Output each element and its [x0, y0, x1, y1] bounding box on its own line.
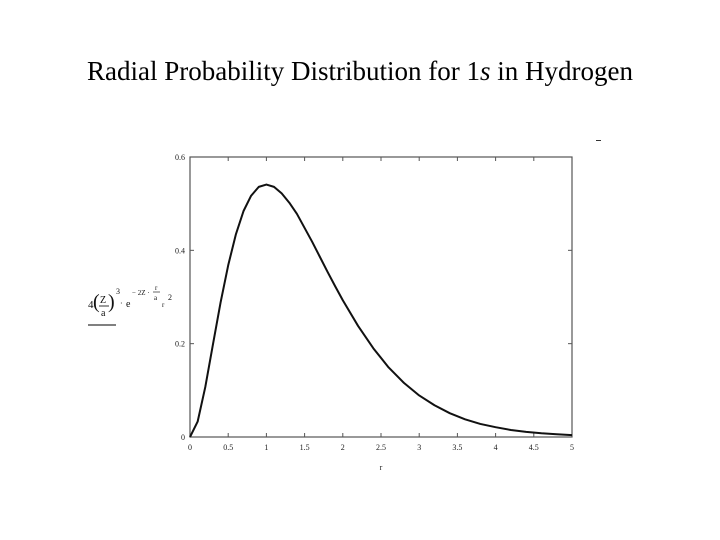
y-tick-label: 0.4 — [175, 246, 185, 256]
x-tick-label: 2.5 — [376, 443, 386, 452]
x-tick-label: 0 — [188, 443, 192, 452]
x-axis-label: r — [379, 463, 383, 472]
x-tick-label: 4.5 — [528, 443, 539, 452]
y-tick-label: 0.2 — [175, 339, 185, 349]
x-tick-label: 1 — [264, 443, 269, 452]
x-tick-label: 2 — [340, 443, 345, 452]
ylabel-exp-a: a — [154, 294, 158, 302]
ylabel-right-paren: ) — [108, 291, 115, 313]
x-tick-label: 5 — [570, 443, 574, 452]
ylabel-coef: 4 — [88, 299, 94, 311]
y-axis-label — [88, 284, 172, 325]
plot-area-border — [190, 157, 572, 437]
y-tick-label: 0 — [181, 433, 185, 442]
x-tick-label: 1.5 — [299, 443, 310, 452]
ylabel-r: r — [162, 301, 165, 309]
title-text-end: in Hydrogen — [490, 56, 633, 86]
x-tick-label: 4 — [493, 443, 498, 452]
series-line — [190, 185, 572, 437]
ylabel-power: 3 — [116, 287, 120, 296]
ylabel-exponent: − 2Z · — [132, 289, 150, 297]
y-tick-label: 0.6 — [175, 153, 185, 162]
y-axis-ticks — [175, 153, 572, 442]
ylabel-Z: Z — [100, 295, 107, 306]
ylabel-exp-r: r — [155, 284, 158, 292]
x-tick-label: 3 — [417, 443, 422, 452]
ylabel-left-paren: ( — [93, 291, 100, 313]
ylabel-e: e — [126, 299, 131, 310]
ylabel-a: a — [101, 308, 106, 319]
ylabel-r-squared: 2 — [168, 293, 172, 302]
plot-frame — [190, 157, 572, 437]
title-italic-s: s — [479, 56, 491, 86]
x-tick-label: 0.5 — [223, 443, 234, 452]
series-layer — [190, 185, 572, 437]
x-axis-ticks — [188, 157, 574, 452]
title-text: Radial Probability Distribution for 1 — [87, 56, 480, 86]
ylabel-dot: · — [120, 299, 123, 308]
x-tick-label: 3.5 — [452, 443, 463, 452]
